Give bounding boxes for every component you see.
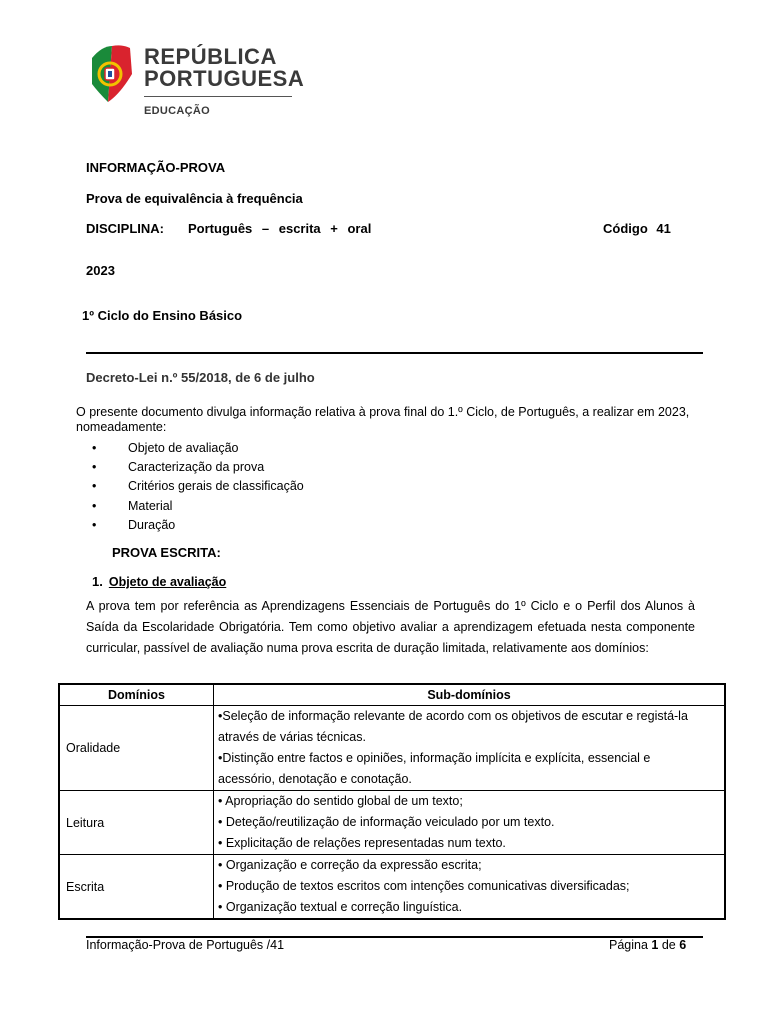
header-divider xyxy=(86,352,703,354)
domains-table xyxy=(58,683,726,920)
subdomain-cell: • Apropriação do sentido global de um texto; • Deteção/reutilização de informação veiculado por um texto. • Explicitação de relações representadas num texto. xyxy=(214,791,726,855)
section-1-heading xyxy=(92,574,226,589)
bullet-icon: • xyxy=(92,441,97,455)
bullet-icon: • xyxy=(92,498,97,513)
intro-paragraph: O presente documento divulga informação relativa à prova final do 1.º Ciclo, de Português, a realizar em 2023, nomeadamente: xyxy=(76,405,690,434)
page-number: Página 1 de 6 xyxy=(609,938,687,952)
section-1-paragraph: A prova tem por referência as Aprendizagens Essenciais de Português do 1º Ciclo e o Perfil dos Alunos à Saída da Escolaridade Obrigatória. Tem como objetivo avaliar a aprendizagem efetuada nesta componente curricular, passível de avaliação numa prova escrita de duração limitada, relativamente aos domínios: xyxy=(86,599,695,655)
ciclo-label: 1º Ciclo do Ensino Básico xyxy=(82,308,243,323)
table-header-row xyxy=(59,684,725,706)
subdomain-cell: •Seleção de informação relevante de acordo com os objetivos de escutar e registá-la através de várias técnicas. •Distinção entre factos e opiniões, informação implícita e explícita, essencial e acessório, denotação e conotação. xyxy=(214,706,726,791)
footer-title: Informação-Prova de Português /41 xyxy=(86,938,285,952)
logo-line-3: EDUCAÇÃO xyxy=(144,105,210,117)
prova-subtitle: Prova de equivalência à frequência xyxy=(86,191,303,206)
codigo-label: Código 41 xyxy=(603,221,671,236)
bullet-icon: • xyxy=(92,517,97,532)
header-subdominios: Sub-domínios xyxy=(214,684,726,706)
year: 2023 xyxy=(86,263,115,278)
coat-of-arms-flag-icon xyxy=(88,44,138,104)
republica-portuguesa-logo xyxy=(88,42,305,120)
bullet-icon: • xyxy=(92,460,97,475)
table-row xyxy=(59,706,725,791)
logo-line-1: REPÚBLICA xyxy=(144,44,277,69)
disciplina-value: Português – escrita + oral xyxy=(188,221,372,236)
table-row xyxy=(59,791,725,855)
disciplina-label: DISCIPLINA: xyxy=(86,221,164,236)
domain-cell: Escrita xyxy=(59,855,214,920)
domain-cell: Leitura xyxy=(59,791,214,855)
subdomain-cell: • Organização e correção da expressão escrita; • Produção de textos escritos com intenções comunicativas diversificadas; • Organização textual e correção linguística. xyxy=(214,855,726,920)
bullet-icon: • xyxy=(92,479,97,494)
section-title: Objeto de avaliação xyxy=(108,575,227,589)
prova-escrita-heading: PROVA ESCRITA: xyxy=(112,545,221,560)
header-dominios: Domínios xyxy=(59,684,214,706)
domain-cell: Oralidade xyxy=(59,706,214,791)
section-number: 1. xyxy=(92,574,103,589)
table-row xyxy=(59,855,725,920)
decreto-reference: Decreto-Lei n.º 55/2018, de 6 de julho xyxy=(86,370,315,385)
logo-divider xyxy=(144,96,292,97)
logo-line-2: PORTUGUESA xyxy=(144,66,305,91)
document-type-title: INFORMAÇÃO-PROVA xyxy=(86,160,226,175)
